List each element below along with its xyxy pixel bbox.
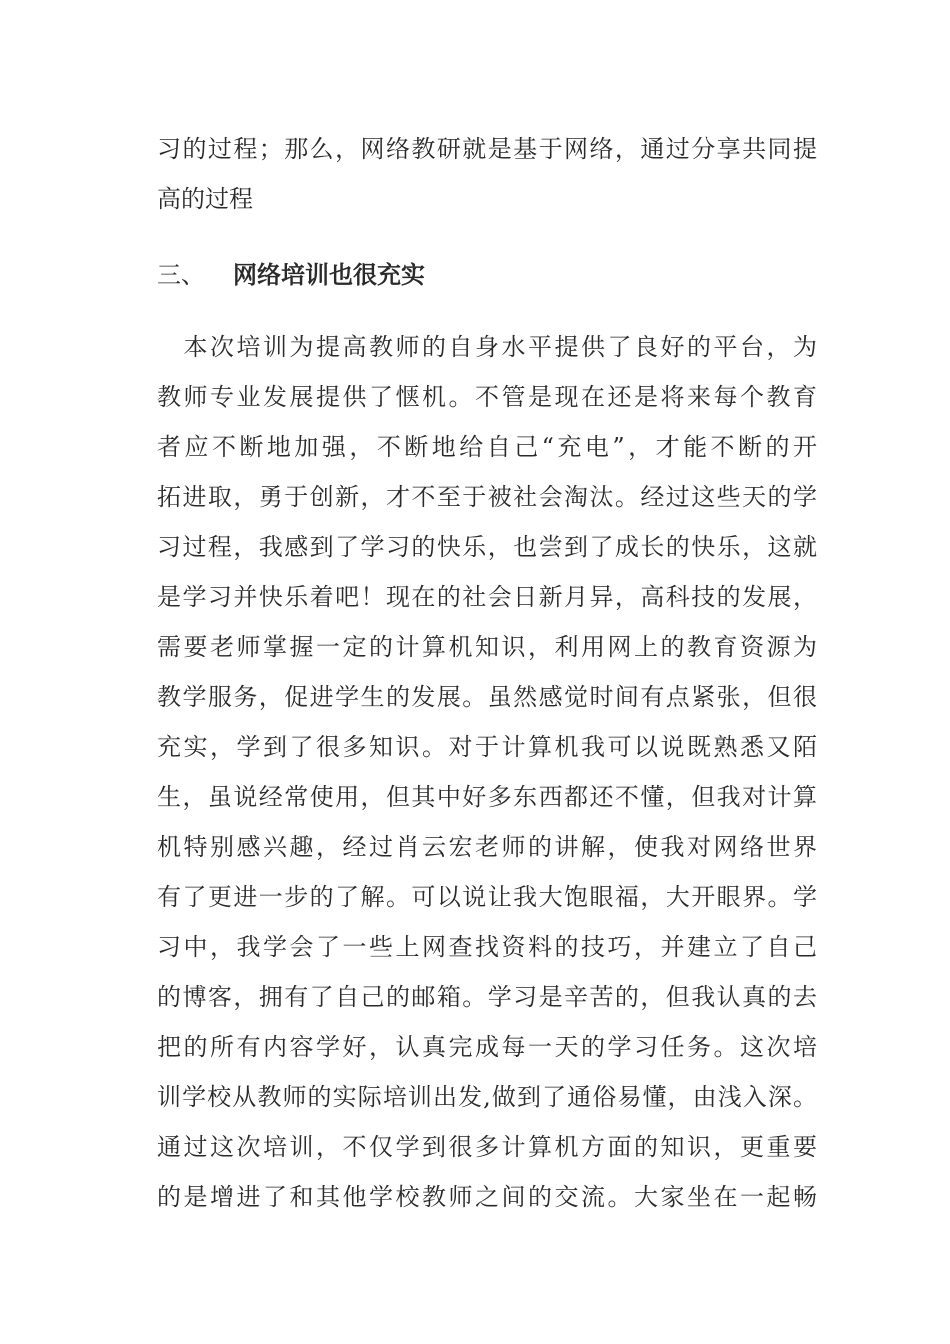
text-line: 教师专业发展提供了惬机。不管是现在还是将来每个教育 — [157, 383, 817, 411]
intro-paragraph — [157, 124, 817, 224]
text-line: 需要老师掌握一定的计算机知识，利用网上的教育资源为 — [157, 633, 817, 661]
text-line: 习的过程；那么，网络教研就是基于网络，通过分享共同提 — [157, 135, 817, 163]
section-title: 网络培训也很充实 — [233, 260, 425, 289]
text-line: 习过程，我感到了学习的快乐，也尝到了成长的快乐，这就 — [157, 533, 817, 561]
text-line: 通过这次培训，不仅学到很多计算机方面的知识，更重要 — [157, 1133, 817, 1161]
body-paragraph — [157, 322, 817, 1222]
section-number: 三、 — [157, 261, 205, 289]
text-line: 的博客，拥有了自己的邮箱。学习是辛苦的，但我认真的去 — [157, 983, 817, 1011]
text-line: 充实，学到了很多知识。对于计算机我可以说既熟悉又陌 — [157, 733, 817, 761]
text-line: 训学校从教师的实际培训出发,做到了通俗易懂，由浅入深。 — [157, 1083, 817, 1111]
text-line: 的是增进了和其他学校教师之间的交流。大家坐在一起畅 — [157, 1183, 817, 1211]
text-line: 生，虽说经常使用，但其中好多东西都还不懂，但我对计算 — [157, 783, 817, 811]
text-line: 高的过程 — [157, 185, 253, 213]
text-line: 是学习并快乐着吧！现在的社会日新月异，高科技的发展， — [157, 583, 817, 611]
text-line: 有了更进一步的了解。可以说让我大饱眼福，大开眼界。学 — [157, 883, 817, 911]
text-line: 拓进取，勇于创新，才不至于被社会淘汰。经过这些天的学 — [157, 483, 817, 511]
section-heading — [157, 250, 425, 300]
text-line: 教学服务，促进学生的发展。虽然感觉时间有点紧张，但很 — [157, 683, 817, 711]
text-line: 机特别感兴趣，经过肖云宏老师的讲解，使我对网络世界 — [157, 833, 817, 861]
text-line: 本次培训为提高教师的自身水平提供了良好的平台，为 — [157, 333, 817, 361]
text-line: 者应不断地加强，不断地给自己“充电”，才能不断的开 — [157, 433, 817, 461]
text-line: 习中，我学会了一些上网查找资料的技巧，并建立了自己 — [157, 933, 817, 961]
text-line: 把的所有内容学好，认真完成每一天的学习任务。这次培 — [157, 1033, 817, 1061]
